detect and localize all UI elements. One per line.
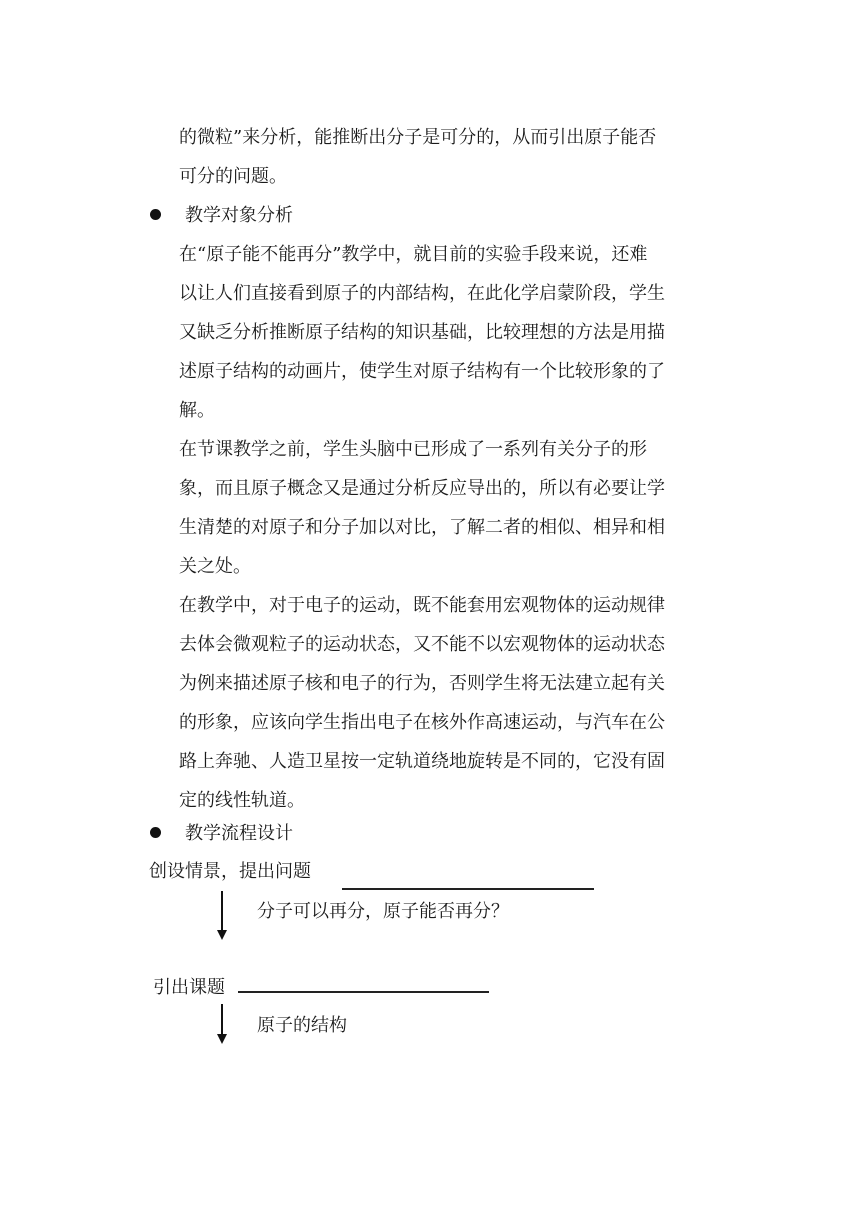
- text-line: 在教学中，对于电子的运动，既不能套用宏观物体的运动规律: [179, 595, 665, 616]
- text-line: 定的线性轨道。: [179, 790, 305, 811]
- underline-rule: [342, 888, 594, 890]
- text-line: 去体会微观粒子的运动状态，又不能不以宏观物体的运动状态: [179, 634, 665, 655]
- flow-step-title: 引出课题: [153, 977, 225, 998]
- text-line: 以让人们直接看到原子的内部结构，在此化学启蒙阶段，学生: [179, 283, 665, 304]
- text-line: 生清楚的对原子和分子加以对比，了解二者的相似、相异和相: [179, 517, 665, 538]
- bullet-icon: [150, 209, 161, 220]
- section-heading-label: 教学对象分析: [185, 205, 293, 226]
- underline-rule: [238, 991, 489, 993]
- text-line: 在“原子能不能再分”教学中，就目前的实验手段来说，还难: [179, 244, 648, 265]
- section-heading-analysis: [150, 204, 293, 228]
- text-line: 的微粒”来分析，能推断出分子是可分的，从而引出原子能否: [179, 127, 657, 148]
- text-line: 的形象，应该向学生指出电子在核外作高速运动，与汽车在公: [179, 712, 665, 733]
- flow-step-note: 分子可以再分，原子能否再分？: [257, 901, 509, 922]
- down-arrow-shaft: [221, 891, 223, 930]
- text-line: 路上奔驰、人造卫星按一定轨道绕地旋转是不同的，它没有固: [179, 751, 665, 772]
- text-line: 可分的问题。: [179, 166, 287, 187]
- flow-step-note: 原子的结构: [257, 1015, 347, 1036]
- text-line: 关之处。: [179, 556, 251, 577]
- down-arrow-shaft: [221, 1004, 223, 1035]
- flow-step-title: 创设情景，提出问题: [149, 861, 311, 882]
- section-heading-flow: [150, 822, 293, 846]
- text-line: 述原子结构的动画片，使学生对原子结构有一个比较形象的了: [179, 361, 665, 382]
- text-line: 为例来描述原子核和电子的行为，否则学生将无法建立起有关: [179, 673, 665, 694]
- down-arrow-icon: [217, 1034, 227, 1044]
- text-line: 又缺乏分析推断原子结构的知识基础，比较理想的方法是用描: [179, 322, 665, 343]
- text-line: 象，而且原子概念又是通过分析反应导出的，所以有必要让学: [179, 478, 665, 499]
- section-heading-label: 教学流程设计: [185, 823, 293, 844]
- text-line: 在节课教学之前，学生头脑中已形成了一系列有关分子的形: [179, 439, 647, 460]
- text-line: 解。: [179, 400, 215, 421]
- down-arrow-icon: [217, 930, 227, 940]
- bullet-icon: [150, 827, 161, 838]
